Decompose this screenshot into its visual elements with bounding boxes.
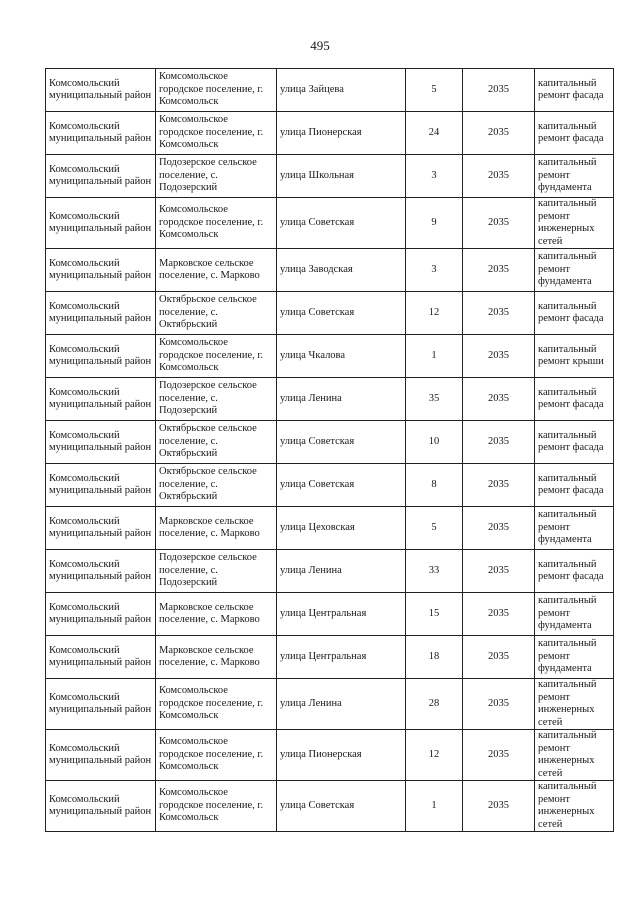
year-cell: 2035 xyxy=(463,198,535,249)
house-number-cell: 9 xyxy=(406,198,463,249)
settlement-cell: Подозерское сельское поселение, с. Подозерский xyxy=(156,378,277,421)
district-cell: Комсомольский муниципальный район xyxy=(46,679,156,730)
house-number-cell: 1 xyxy=(406,781,463,832)
table-row xyxy=(46,112,614,155)
page-number: 495 xyxy=(310,38,330,53)
house-number-cell: 35 xyxy=(406,378,463,421)
street-cell: улица Советская xyxy=(277,292,406,335)
street-cell: улица Школьная xyxy=(277,155,406,198)
work-type-cell: капитальный ремонт крыши xyxy=(535,335,614,378)
district-cell: Комсомольский муниципальный район xyxy=(46,464,156,507)
house-number-cell: 3 xyxy=(406,249,463,292)
district-cell: Комсомольский муниципальный район xyxy=(46,507,156,550)
table-row xyxy=(46,292,614,335)
settlement-cell: Подозерское сельское поселение, с. Подозерский xyxy=(156,550,277,593)
district-cell: Комсомольский муниципальный район xyxy=(46,421,156,464)
table-row xyxy=(46,335,614,378)
house-number-cell: 12 xyxy=(406,292,463,335)
street-cell: улица Ленина xyxy=(277,679,406,730)
year-cell: 2035 xyxy=(463,69,535,112)
settlement-cell: Марковское сельское поселение, с. Марково xyxy=(156,249,277,292)
table-row xyxy=(46,679,614,730)
district-cell: Комсомольский муниципальный район xyxy=(46,550,156,593)
table-row xyxy=(46,198,614,249)
street-cell: улица Центральная xyxy=(277,593,406,636)
settlement-cell: Марковское сельское поселение, с. Марково xyxy=(156,636,277,679)
house-number-cell: 1 xyxy=(406,335,463,378)
year-cell: 2035 xyxy=(463,507,535,550)
house-number-cell: 5 xyxy=(406,69,463,112)
house-number-cell: 5 xyxy=(406,507,463,550)
settlement-cell: Октябрьское сельское поселение, с. Октябрьский xyxy=(156,464,277,507)
work-type-cell: капитальный ремонт фасада xyxy=(535,292,614,335)
work-type-cell: капитальный ремонт фасада xyxy=(535,378,614,421)
settlement-cell: Марковское сельское поселение, с. Марково xyxy=(156,593,277,636)
settlement-cell: Марковское сельское поселение, с. Марково xyxy=(156,507,277,550)
district-cell: Комсомольский муниципальный район xyxy=(46,636,156,679)
work-type-cell: капитальный ремонт фундамента xyxy=(535,507,614,550)
settlement-cell: Комсомольское городское поселение, г. Комсомольск xyxy=(156,69,277,112)
work-type-cell: капитальный ремонт фасада xyxy=(535,112,614,155)
year-cell: 2035 xyxy=(463,249,535,292)
district-cell: Комсомольский муниципальный район xyxy=(46,249,156,292)
house-number-cell: 24 xyxy=(406,112,463,155)
settlement-cell: Комсомольское городское поселение, г. Комсомольск xyxy=(156,730,277,781)
district-cell: Комсомольский муниципальный район xyxy=(46,593,156,636)
street-cell: улица Заводская xyxy=(277,249,406,292)
settlement-cell: Комсомольское городское поселение, г. Комсомольск xyxy=(156,335,277,378)
table-row xyxy=(46,730,614,781)
street-cell: улица Ленина xyxy=(277,550,406,593)
table-row xyxy=(46,507,614,550)
street-cell: улица Цеховская xyxy=(277,507,406,550)
settlement-cell: Комсомольское городское поселение, г. Комсомольск xyxy=(156,198,277,249)
street-cell: улица Советская xyxy=(277,198,406,249)
settlement-cell: Комсомольское городское поселение, г. Комсомольск xyxy=(156,781,277,832)
house-number-cell: 12 xyxy=(406,730,463,781)
settlement-cell: Октябрьское сельское поселение, с. Октябрьский xyxy=(156,292,277,335)
street-cell: улица Пионерская xyxy=(277,730,406,781)
table-row xyxy=(46,636,614,679)
work-type-cell: капитальный ремонт инженерных сетей xyxy=(535,679,614,730)
work-type-cell: капитальный ремонт фундамента xyxy=(535,249,614,292)
table-row xyxy=(46,378,614,421)
work-type-cell: капитальный ремонт фасада xyxy=(535,69,614,112)
table-row xyxy=(46,69,614,112)
district-cell: Комсомольский муниципальный район xyxy=(46,730,156,781)
house-number-cell: 3 xyxy=(406,155,463,198)
work-type-cell: капитальный ремонт фундамента xyxy=(535,593,614,636)
year-cell: 2035 xyxy=(463,335,535,378)
house-number-cell: 33 xyxy=(406,550,463,593)
work-type-cell: капитальный ремонт фасада xyxy=(535,550,614,593)
district-cell: Комсомольский муниципальный район xyxy=(46,378,156,421)
street-cell: улица Советская xyxy=(277,464,406,507)
work-type-cell: капитальный ремонт инженерных сетей xyxy=(535,730,614,781)
district-cell: Комсомольский муниципальный район xyxy=(46,69,156,112)
table-row xyxy=(46,249,614,292)
settlement-cell: Комсомольское городское поселение, г. Комсомольск xyxy=(156,679,277,730)
district-cell: Комсомольский муниципальный район xyxy=(46,155,156,198)
work-type-cell: капитальный ремонт инженерных сетей xyxy=(535,781,614,832)
table-row xyxy=(46,593,614,636)
year-cell: 2035 xyxy=(463,679,535,730)
table-row xyxy=(46,550,614,593)
street-cell: улица Центральная xyxy=(277,636,406,679)
street-cell: улица Ленина xyxy=(277,378,406,421)
settlement-cell: Октябрьское сельское поселение, с. Октябрьский xyxy=(156,421,277,464)
work-type-cell: капитальный ремонт фундамента xyxy=(535,636,614,679)
year-cell: 2035 xyxy=(463,550,535,593)
house-number-cell: 28 xyxy=(406,679,463,730)
house-number-cell: 8 xyxy=(406,464,463,507)
work-type-cell: капитальный ремонт фундамента xyxy=(535,155,614,198)
year-cell: 2035 xyxy=(463,292,535,335)
street-cell: улица Чкалова xyxy=(277,335,406,378)
year-cell: 2035 xyxy=(463,421,535,464)
house-number-cell: 18 xyxy=(406,636,463,679)
district-cell: Комсомольский муниципальный район xyxy=(46,198,156,249)
table-row xyxy=(46,421,614,464)
street-cell: улица Советская xyxy=(277,781,406,832)
street-cell: улица Советская xyxy=(277,421,406,464)
year-cell: 2035 xyxy=(463,781,535,832)
district-cell: Комсомольский муниципальный район xyxy=(46,112,156,155)
year-cell: 2035 xyxy=(463,593,535,636)
work-type-cell: капитальный ремонт фасада xyxy=(535,464,614,507)
table-row xyxy=(46,464,614,507)
year-cell: 2035 xyxy=(463,155,535,198)
table-row xyxy=(46,781,614,832)
work-type-cell: капитальный ремонт инженерных сетей xyxy=(535,198,614,249)
settlement-cell: Комсомольское городское поселение, г. Комсомольск xyxy=(156,112,277,155)
settlement-cell: Подозерское сельское поселение, с. Подозерский xyxy=(156,155,277,198)
year-cell: 2035 xyxy=(463,378,535,421)
year-cell: 2035 xyxy=(463,464,535,507)
table-row xyxy=(46,155,614,198)
year-cell: 2035 xyxy=(463,112,535,155)
street-cell: улица Пионерская xyxy=(277,112,406,155)
house-number-cell: 15 xyxy=(406,593,463,636)
year-cell: 2035 xyxy=(463,636,535,679)
district-cell: Комсомольский муниципальный район xyxy=(46,335,156,378)
street-cell: улица Зайцева xyxy=(277,69,406,112)
year-cell: 2035 xyxy=(463,730,535,781)
district-cell: Комсомольский муниципальный район xyxy=(46,781,156,832)
work-type-cell: капитальный ремонт фасада xyxy=(535,421,614,464)
table-body xyxy=(46,69,614,832)
house-number-cell: 10 xyxy=(406,421,463,464)
repair-schedule-table xyxy=(45,68,614,832)
district-cell: Комсомольский муниципальный район xyxy=(46,292,156,335)
